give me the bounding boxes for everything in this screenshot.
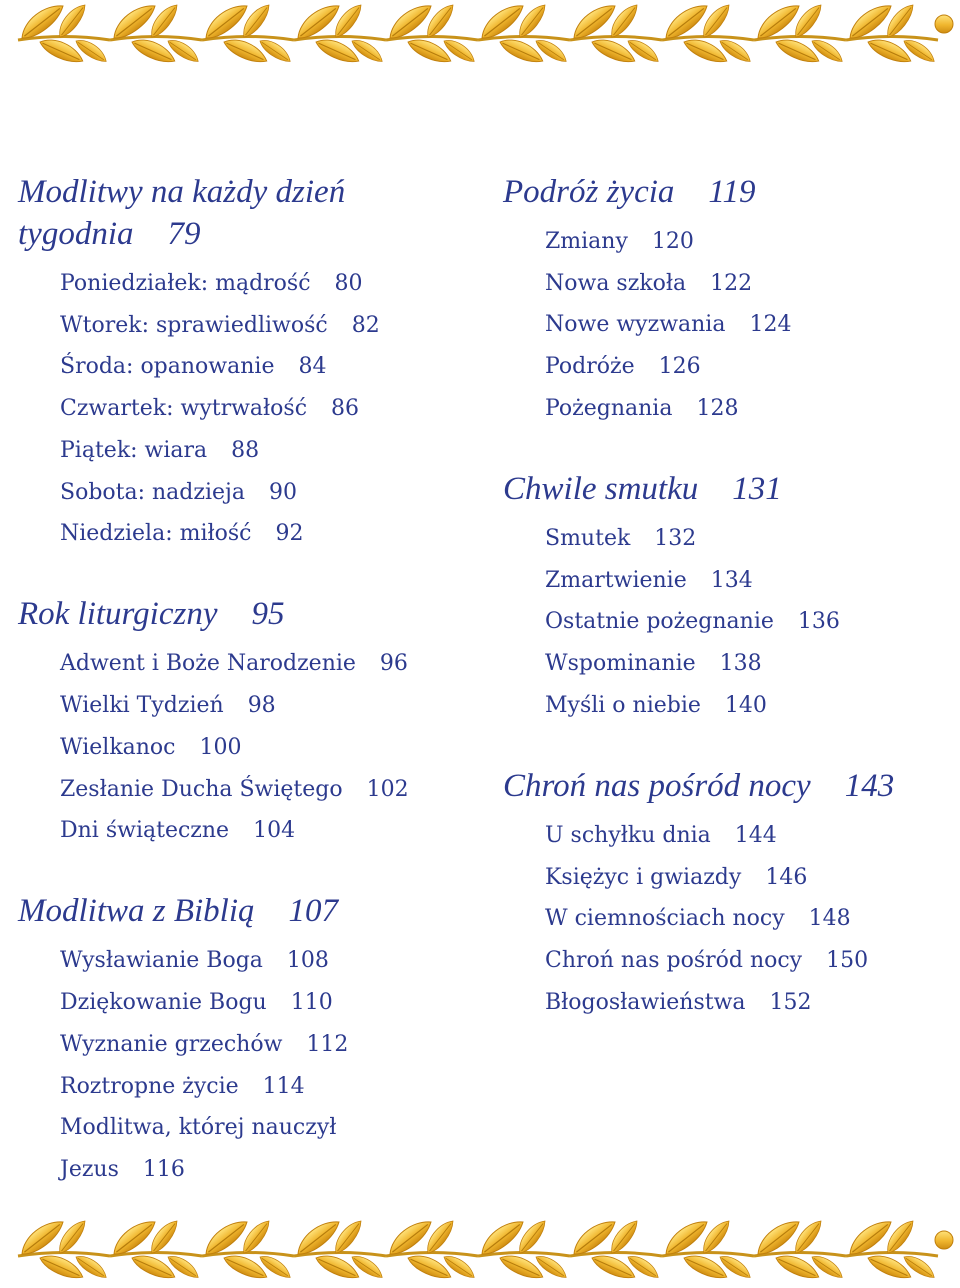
entry-page-number: 112 — [306, 1031, 349, 1057]
entry-title: Modlitwa, której nauczył Jezus — [60, 1115, 337, 1182]
toc-entry — [18, 430, 478, 472]
toc-entry — [503, 815, 953, 857]
section-page-number: 79 — [167, 216, 201, 252]
entry-page-number: 134 — [710, 567, 753, 593]
leaf-motif — [292, 1214, 386, 1283]
section-entries — [503, 221, 953, 430]
entry-title: Wysławianie Boga — [60, 948, 263, 974]
entry-title: Niedziela: miłość — [60, 521, 252, 547]
entry-page-number: 150 — [826, 948, 869, 974]
leaf-garland-bottom — [0, 1214, 960, 1288]
section-entries — [503, 815, 953, 1024]
section-entries — [18, 940, 478, 1190]
entry-page-number: 128 — [696, 395, 739, 421]
entry-page-number: 98 — [247, 693, 276, 719]
entry-page-number: 152 — [769, 989, 812, 1015]
entry-page-number: 140 — [724, 692, 767, 718]
entry-title: Smutek — [545, 526, 631, 552]
entry-title: Roztropne życie — [60, 1073, 239, 1099]
entry-page-number: 136 — [797, 609, 840, 635]
entry-title: Nowa szkoła — [545, 270, 687, 296]
entry-title: Wielki Tydzień — [60, 693, 224, 719]
toc-entry — [503, 982, 953, 1024]
leaf-motif — [568, 0, 662, 67]
section-title: Rok liturgiczny — [18, 596, 218, 633]
leaf-motif — [200, 1214, 294, 1283]
entry-page-number: 110 — [290, 990, 333, 1016]
entry-page-number: 92 — [275, 521, 304, 547]
section-page-number: 143 — [844, 768, 895, 805]
toc-entry — [503, 898, 953, 940]
toc-section — [18, 890, 478, 1190]
entry-title: Dni świąteczne — [60, 818, 230, 844]
entry-page-number: 126 — [658, 354, 701, 380]
leaf-motif — [16, 0, 110, 67]
entry-page-number: 132 — [654, 526, 697, 552]
entry-title: Czwartek: wytrwałość — [60, 396, 308, 422]
section-page-number: 107 — [288, 893, 339, 930]
entry-page-number: 82 — [351, 312, 380, 338]
entry-title: Dziękowanie Bogu — [60, 990, 267, 1016]
leaf-motif — [200, 0, 294, 67]
leaf-motif — [752, 0, 846, 67]
entry-title: Wtorek: sprawiedliwość — [60, 312, 328, 338]
leaf-motif — [384, 1214, 478, 1283]
leaf-motif — [660, 0, 754, 67]
entry-page-number: 146 — [765, 864, 808, 890]
entry-title: Adwent i Boże Narodzenie — [60, 651, 356, 677]
section-heading — [18, 890, 478, 932]
toc-entry — [503, 518, 953, 560]
toc-entry — [503, 221, 953, 263]
entry-title: Błogosławieństwa — [545, 989, 746, 1015]
entry-page-number: 124 — [749, 312, 792, 338]
section-entries — [18, 643, 478, 852]
entry-page-number: 90 — [268, 479, 297, 505]
leaf-motif — [752, 1214, 846, 1283]
entry-page-number: 80 — [334, 271, 363, 296]
toc-entry — [18, 940, 478, 982]
entry-title: W ciemnościach nocy — [545, 906, 785, 932]
entry-page-number: 108 — [286, 948, 329, 974]
section-title: Modlitwy na każdy dzień tygodnia — [18, 174, 346, 252]
toc-entry — [18, 346, 478, 388]
toc-entry — [503, 857, 953, 899]
toc-entry — [503, 263, 953, 305]
section-page-number: 131 — [732, 471, 782, 508]
entry-page-number: 120 — [651, 229, 694, 254]
toc-entry — [503, 346, 953, 388]
toc-entry — [18, 513, 478, 555]
toc-entry — [18, 727, 478, 769]
entry-title: Ostatnie pożegnanie — [545, 609, 774, 635]
entry-title: Wspominanie — [545, 651, 696, 677]
toc-left-column — [18, 171, 478, 1191]
entry-title: Piątek: wiara — [60, 437, 208, 463]
section-heading — [503, 468, 953, 510]
toc-entry — [18, 643, 478, 685]
entry-page-number: 100 — [199, 734, 242, 760]
toc-entry — [18, 472, 478, 514]
section-title: Modlitwa z Biblią — [18, 893, 255, 930]
toc-section — [18, 593, 478, 852]
section-heading — [503, 171, 953, 213]
section-heading — [18, 593, 478, 635]
section-title: Chroń nas pośród nocy — [503, 768, 811, 805]
leaf-motif — [292, 0, 386, 67]
section-heading — [503, 765, 953, 807]
leaf-motif — [476, 0, 570, 67]
section-title: Chwile smutku — [503, 471, 699, 508]
entry-page-number: 102 — [366, 776, 409, 802]
leaf-motif — [568, 1214, 662, 1283]
toc-entry — [503, 388, 953, 430]
entry-page-number: 116 — [142, 1156, 185, 1182]
toc-section — [503, 468, 953, 727]
entry-title: Zmartwienie — [545, 567, 687, 593]
toc-right-column — [503, 171, 953, 1024]
leaf-motif — [108, 1214, 202, 1283]
section-title: Podróż życia — [503, 174, 675, 210]
section-page-number: 119 — [708, 174, 756, 210]
entry-page-number: 122 — [710, 270, 753, 296]
entry-title: Nowe wyzwania — [545, 312, 726, 338]
section-entries — [503, 518, 953, 727]
entry-title: Księżyc i gwiazdy — [545, 864, 742, 890]
leaf-motif — [476, 1214, 570, 1283]
entry-title: Podróże — [545, 354, 635, 380]
entry-title: Wielkanoc — [60, 734, 176, 760]
leaf-motif — [16, 1214, 110, 1283]
toc-entry — [503, 940, 953, 982]
entry-page-number: 144 — [734, 823, 777, 849]
entry-title: Myśli o niebie — [545, 692, 701, 718]
entry-title: Zesłanie Ducha Świętego — [60, 776, 343, 802]
toc-entry — [18, 1066, 478, 1108]
entry-title: Sobota: nadzieja — [60, 479, 245, 505]
toc-entry — [18, 263, 478, 305]
entry-page-number: 96 — [379, 651, 408, 677]
toc-entry — [18, 1107, 360, 1190]
entry-title: Poniedziałek: mądrość — [60, 271, 311, 296]
entry-page-number: 148 — [808, 906, 851, 932]
section-page-number: 95 — [251, 596, 285, 633]
entry-page-number: 88 — [231, 437, 260, 463]
toc-entry — [503, 601, 953, 643]
leaf-motif — [660, 1214, 754, 1283]
leaf-garland-top — [0, 0, 960, 72]
toc-entry — [18, 685, 478, 727]
leaf-motif — [844, 1214, 938, 1283]
toc-section — [18, 171, 478, 555]
toc-entry — [18, 388, 478, 430]
entry-title: U schyłku dnia — [545, 823, 711, 849]
entry-page-number: 138 — [719, 651, 762, 677]
leaf-motif — [384, 0, 478, 67]
toc-section — [503, 765, 953, 1024]
entry-title: Wyznanie grzechów — [60, 1031, 283, 1057]
entry-page-number: 86 — [331, 396, 360, 422]
leaf-motif — [844, 0, 938, 67]
toc-entry — [18, 1024, 478, 1066]
toc-section — [503, 171, 953, 430]
entry-title: Zmiany — [545, 229, 628, 254]
section-heading — [18, 171, 378, 255]
entry-page-number: 104 — [253, 818, 296, 844]
toc-entry — [503, 560, 953, 602]
entry-title: Pożegnania — [545, 395, 673, 421]
toc-entry — [503, 643, 953, 685]
toc-entry — [503, 304, 953, 346]
entry-page-number: 84 — [298, 354, 327, 380]
toc-entry — [18, 982, 478, 1024]
toc-entry — [18, 305, 478, 347]
toc-entry — [18, 810, 478, 852]
entry-page-number: 114 — [262, 1073, 305, 1099]
toc-entry — [503, 685, 953, 727]
section-entries — [18, 263, 478, 555]
toc-entry — [18, 769, 478, 811]
entry-title: Środa: opanowanie — [60, 354, 275, 380]
entry-title: Chroń nas pośród nocy — [545, 948, 803, 974]
leaf-motif — [108, 0, 202, 67]
